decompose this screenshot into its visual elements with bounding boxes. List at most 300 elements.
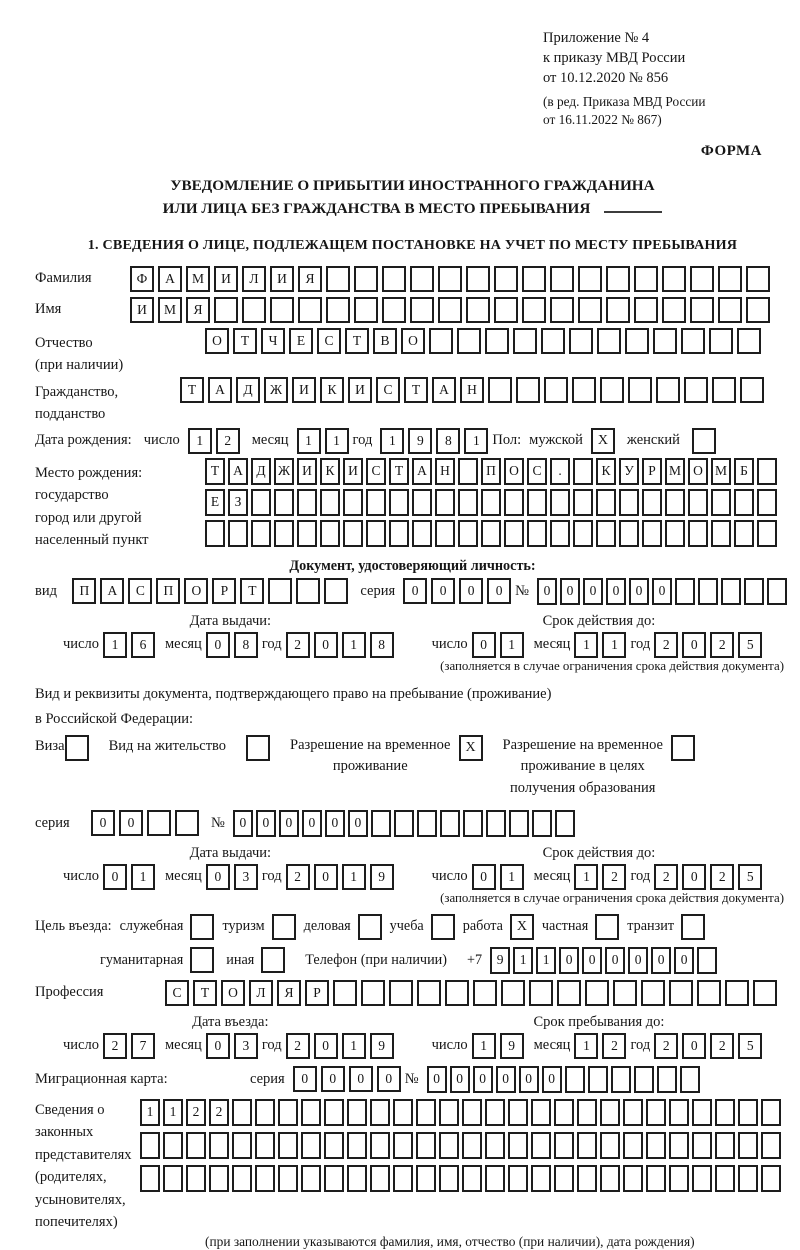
char-cell[interactable] [278,1099,298,1126]
char-cell[interactable] [715,1165,735,1192]
char-cell[interactable]: 0 [605,947,625,974]
char-cell[interactable]: 0 [652,578,672,605]
char-cell[interactable] [578,297,602,323]
char-cell[interactable] [550,520,570,547]
char-cell[interactable]: Л [249,980,273,1006]
char-cell[interactable]: О [401,328,425,354]
purpose-private-checkbox[interactable] [595,914,619,940]
char-cell[interactable]: О [184,578,208,604]
char-cell[interactable] [466,297,490,323]
char-cell[interactable]: 0 [314,632,338,658]
char-cell[interactable] [485,1165,505,1192]
char-cell[interactable] [389,980,413,1006]
edu-permit-checkbox[interactable] [671,735,695,761]
char-cell[interactable] [688,489,708,516]
char-cell[interactable] [504,520,524,547]
char-cell[interactable]: 1 [380,428,404,454]
char-cell[interactable]: 3 [234,864,258,890]
char-cell[interactable] [740,377,764,403]
char-cell[interactable] [440,810,460,837]
char-cell[interactable]: Ф [130,266,154,292]
char-cell[interactable] [412,520,432,547]
char-cell[interactable]: 0 [348,810,368,837]
char-cell[interactable]: 9 [370,864,394,890]
char-cell[interactable] [458,520,478,547]
char-cell[interactable] [738,1132,758,1159]
char-cell[interactable] [522,297,546,323]
char-cell[interactable] [613,980,637,1006]
char-cell[interactable]: И [343,458,363,485]
char-cell[interactable]: С [376,377,400,403]
char-cell[interactable]: 1 [131,864,155,890]
char-cell[interactable] [320,520,340,547]
char-cell[interactable]: Л [242,266,266,292]
char-cell[interactable]: И [270,266,294,292]
char-cell[interactable] [435,520,455,547]
char-cell[interactable]: И [348,377,372,403]
char-cell[interactable]: 0 [559,947,579,974]
char-cell[interactable]: 1 [536,947,556,974]
char-cell[interactable]: Р [305,980,329,1006]
char-cell[interactable]: 8 [436,428,460,454]
char-cell[interactable]: 2 [186,1099,206,1126]
sex-female-checkbox[interactable] [692,428,716,454]
char-cell[interactable] [255,1099,275,1126]
char-cell[interactable] [251,489,271,516]
char-cell[interactable] [757,458,777,485]
char-cell[interactable] [588,1066,608,1093]
char-cell[interactable] [761,1165,781,1192]
char-cell[interactable]: Т [345,328,369,354]
char-cell[interactable] [366,489,386,516]
char-cell[interactable]: 5 [738,864,762,890]
char-cell[interactable]: В [373,328,397,354]
char-cell[interactable] [462,1099,482,1126]
char-cell[interactable]: О [205,328,229,354]
char-cell[interactable] [721,578,741,605]
char-cell[interactable]: 0 [431,578,455,604]
char-cell[interactable] [757,489,777,516]
char-cell[interactable] [486,810,506,837]
char-cell[interactable]: 1 [602,632,626,658]
char-cell[interactable] [481,520,501,547]
char-cell[interactable] [737,328,761,354]
char-cell[interactable] [209,1132,229,1159]
char-cell[interactable]: И [292,377,316,403]
char-cell[interactable] [527,489,547,516]
char-cell[interactable]: Ч [261,328,285,354]
char-cell[interactable] [251,520,271,547]
char-cell[interactable] [569,328,593,354]
char-cell[interactable] [529,980,553,1006]
char-cell[interactable] [438,297,462,323]
char-cell[interactable]: Т [180,377,204,403]
char-cell[interactable]: К [320,458,340,485]
char-cell[interactable]: 1 [574,632,598,658]
char-cell[interactable]: 9 [500,1033,524,1059]
char-cell[interactable] [435,489,455,516]
char-cell[interactable] [657,1066,677,1093]
char-cell[interactable]: С [165,980,189,1006]
char-cell[interactable]: 1 [342,864,366,890]
char-cell[interactable]: И [297,458,317,485]
char-cell[interactable]: 0 [487,578,511,604]
char-cell[interactable]: Н [460,377,484,403]
char-cell[interactable] [669,1132,689,1159]
char-cell[interactable]: 0 [279,810,299,837]
char-cell[interactable] [393,1132,413,1159]
char-cell[interactable] [445,980,469,1006]
char-cell[interactable]: 5 [738,632,762,658]
char-cell[interactable] [242,297,266,323]
char-cell[interactable]: А [158,266,182,292]
char-cell[interactable] [416,1132,436,1159]
char-cell[interactable]: О [221,980,245,1006]
char-cell[interactable]: А [412,458,432,485]
char-cell[interactable]: 0 [606,578,626,605]
char-cell[interactable] [473,980,497,1006]
char-cell[interactable] [600,1132,620,1159]
char-cell[interactable] [370,1099,390,1126]
char-cell[interactable] [573,489,593,516]
char-cell[interactable] [412,489,432,516]
char-cell[interactable]: М [158,297,182,323]
char-cell[interactable] [746,266,770,292]
char-cell[interactable] [656,377,680,403]
char-cell[interactable]: 0 [206,864,230,890]
char-cell[interactable]: 1 [513,947,533,974]
char-cell[interactable]: 0 [314,864,338,890]
char-cell[interactable] [522,266,546,292]
char-cell[interactable] [711,520,731,547]
char-cell[interactable]: 0 [537,578,557,605]
char-cell[interactable] [509,810,529,837]
char-cell[interactable] [343,520,363,547]
char-cell[interactable]: 1 [464,428,488,454]
char-cell[interactable]: Д [236,377,260,403]
char-cell[interactable] [214,297,238,323]
char-cell[interactable]: 8 [234,632,258,658]
char-cell[interactable]: 1 [325,428,349,454]
char-cell[interactable] [228,520,248,547]
char-cell[interactable] [761,1099,781,1126]
char-cell[interactable]: Ж [274,458,294,485]
char-cell[interactable]: 2 [286,864,310,890]
char-cell[interactable]: 0 [472,632,496,658]
char-cell[interactable]: А [432,377,456,403]
char-cell[interactable] [600,1165,620,1192]
char-cell[interactable]: 1 [342,632,366,658]
char-cell[interactable] [688,520,708,547]
char-cell[interactable] [438,266,462,292]
char-cell[interactable] [746,297,770,323]
char-cell[interactable] [439,1132,459,1159]
char-cell[interactable] [297,489,317,516]
char-cell[interactable] [140,1132,160,1159]
char-cell[interactable] [466,266,490,292]
char-cell[interactable] [611,1066,631,1093]
char-cell[interactable] [232,1132,252,1159]
char-cell[interactable] [665,520,685,547]
char-cell[interactable] [572,377,596,403]
char-cell[interactable] [767,578,787,605]
char-cell[interactable] [417,810,437,837]
char-cell[interactable] [463,810,483,837]
char-cell[interactable]: П [72,578,96,604]
char-cell[interactable] [410,297,434,323]
char-cell[interactable]: 1 [500,864,524,890]
char-cell[interactable]: 0 [206,632,230,658]
char-cell[interactable]: 2 [654,864,678,890]
char-cell[interactable]: 0 [256,810,276,837]
sex-male-checkbox[interactable]: X [591,428,615,454]
char-cell[interactable] [753,980,777,1006]
char-cell[interactable] [628,377,652,403]
char-cell[interactable]: А [100,578,124,604]
char-cell[interactable]: Р [212,578,236,604]
char-cell[interactable]: М [711,458,731,485]
char-cell[interactable]: 2 [209,1099,229,1126]
char-cell[interactable]: 1 [574,864,598,890]
char-cell[interactable] [508,1165,528,1192]
char-cell[interactable]: 0 [314,1033,338,1059]
char-cell[interactable] [527,520,547,547]
char-cell[interactable] [343,489,363,516]
char-cell[interactable] [653,328,677,354]
char-cell[interactable] [642,489,662,516]
char-cell[interactable] [619,520,639,547]
char-cell[interactable]: 2 [286,1033,310,1059]
char-cell[interactable] [577,1132,597,1159]
char-cell[interactable] [324,1132,344,1159]
char-cell[interactable] [697,980,721,1006]
char-cell[interactable] [501,980,525,1006]
char-cell[interactable]: Т [404,377,428,403]
char-cell[interactable]: С [128,578,152,604]
char-cell[interactable] [665,489,685,516]
char-cell[interactable] [646,1165,666,1192]
char-cell[interactable] [494,266,518,292]
char-cell[interactable]: 0 [473,1066,493,1093]
char-cell[interactable] [416,1099,436,1126]
char-cell[interactable] [606,297,630,323]
char-cell[interactable] [255,1165,275,1192]
char-cell[interactable]: Т [233,328,257,354]
char-cell[interactable] [675,578,695,605]
char-cell[interactable] [623,1165,643,1192]
char-cell[interactable] [439,1165,459,1192]
char-cell[interactable] [577,1099,597,1126]
char-cell[interactable]: 0 [651,947,671,974]
char-cell[interactable] [680,1066,700,1093]
char-cell[interactable] [347,1099,367,1126]
char-cell[interactable] [417,980,441,1006]
char-cell[interactable] [734,489,754,516]
char-cell[interactable] [504,489,524,516]
char-cell[interactable]: 2 [216,428,240,454]
char-cell[interactable] [550,266,574,292]
char-cell[interactable] [532,810,552,837]
char-cell[interactable]: 0 [542,1066,562,1093]
char-cell[interactable] [485,328,509,354]
char-cell[interactable] [669,1099,689,1126]
char-cell[interactable] [619,489,639,516]
char-cell[interactable] [757,520,777,547]
char-cell[interactable]: С [527,458,547,485]
char-cell[interactable] [326,297,350,323]
char-cell[interactable] [301,1099,321,1126]
char-cell[interactable] [692,1132,712,1159]
char-cell[interactable] [623,1132,643,1159]
char-cell[interactable]: И [130,297,154,323]
char-cell[interactable] [347,1132,367,1159]
char-cell[interactable]: 0 [325,810,345,837]
char-cell[interactable] [296,578,320,604]
char-cell[interactable]: 1 [574,1033,598,1059]
char-cell[interactable]: 0 [233,810,253,837]
char-cell[interactable] [734,520,754,547]
char-cell[interactable] [324,578,348,604]
char-cell[interactable]: 0 [496,1066,516,1093]
char-cell[interactable]: 2 [286,632,310,658]
char-cell[interactable] [326,266,350,292]
char-cell[interactable] [531,1099,551,1126]
char-cell[interactable] [513,328,537,354]
char-cell[interactable] [268,578,292,604]
char-cell[interactable] [361,980,385,1006]
char-cell[interactable] [634,297,658,323]
char-cell[interactable] [577,1165,597,1192]
char-cell[interactable] [690,297,714,323]
char-cell[interactable] [175,810,199,836]
char-cell[interactable]: Е [205,489,225,516]
char-cell[interactable] [684,377,708,403]
char-cell[interactable] [429,328,453,354]
char-cell[interactable]: 1 [163,1099,183,1126]
char-cell[interactable]: 1 [500,632,524,658]
char-cell[interactable]: 2 [602,1033,626,1059]
char-cell[interactable]: Я [277,980,301,1006]
char-cell[interactable]: Т [193,980,217,1006]
char-cell[interactable] [370,1165,390,1192]
char-cell[interactable]: 0 [349,1066,373,1092]
char-cell[interactable] [634,266,658,292]
char-cell[interactable]: 9 [370,1033,394,1059]
char-cell[interactable]: 0 [674,947,694,974]
char-cell[interactable] [738,1165,758,1192]
char-cell[interactable]: 1 [472,1033,496,1059]
char-cell[interactable]: А [228,458,248,485]
char-cell[interactable]: 0 [427,1066,447,1093]
char-cell[interactable]: 0 [103,864,127,890]
char-cell[interactable] [711,489,731,516]
char-cell[interactable] [462,1132,482,1159]
char-cell[interactable]: 9 [408,428,432,454]
char-cell[interactable]: 0 [459,578,483,604]
char-cell[interactable]: 0 [302,810,322,837]
char-cell[interactable] [278,1132,298,1159]
char-cell[interactable] [600,377,624,403]
char-cell[interactable] [531,1132,551,1159]
char-cell[interactable] [646,1099,666,1126]
char-cell[interactable] [163,1132,183,1159]
char-cell[interactable] [697,947,717,974]
char-cell[interactable]: Я [186,297,210,323]
char-cell[interactable]: К [596,458,616,485]
char-cell[interactable] [646,1132,666,1159]
char-cell[interactable] [544,377,568,403]
char-cell[interactable] [205,520,225,547]
char-cell[interactable] [481,489,501,516]
char-cell[interactable] [494,297,518,323]
char-cell[interactable] [606,266,630,292]
char-cell[interactable]: 2 [602,864,626,890]
char-cell[interactable] [715,1099,735,1126]
char-cell[interactable] [573,520,593,547]
char-cell[interactable] [516,377,540,403]
char-cell[interactable] [488,377,512,403]
char-cell[interactable]: 0 [293,1066,317,1092]
char-cell[interactable] [669,1165,689,1192]
char-cell[interactable] [301,1165,321,1192]
char-cell[interactable] [333,980,357,1006]
char-cell[interactable]: О [504,458,524,485]
char-cell[interactable]: Д [251,458,271,485]
char-cell[interactable] [554,1099,574,1126]
char-cell[interactable] [232,1099,252,1126]
char-cell[interactable]: 2 [710,1033,734,1059]
char-cell[interactable]: 1 [342,1033,366,1059]
char-cell[interactable]: 0 [682,1033,706,1059]
char-cell[interactable] [641,980,665,1006]
char-cell[interactable] [625,328,649,354]
char-cell[interactable]: 1 [188,428,212,454]
char-cell[interactable] [209,1165,229,1192]
char-cell[interactable]: У [619,458,639,485]
char-cell[interactable]: С [317,328,341,354]
char-cell[interactable] [389,489,409,516]
char-cell[interactable]: 0 [450,1066,470,1093]
temp-permit-checkbox[interactable]: X [459,735,483,761]
purpose-work-checkbox[interactable]: X [510,914,534,940]
char-cell[interactable] [623,1099,643,1126]
char-cell[interactable] [596,489,616,516]
char-cell[interactable]: 0 [403,578,427,604]
char-cell[interactable]: 0 [583,578,603,605]
purpose-tourism-checkbox[interactable] [272,914,296,940]
char-cell[interactable]: 1 [297,428,321,454]
char-cell[interactable]: 0 [91,810,115,836]
char-cell[interactable] [718,297,742,323]
char-cell[interactable] [485,1099,505,1126]
char-cell[interactable] [347,1165,367,1192]
char-cell[interactable]: 0 [321,1066,345,1092]
char-cell[interactable] [692,1099,712,1126]
char-cell[interactable] [550,297,574,323]
char-cell[interactable] [715,1132,735,1159]
char-cell[interactable]: 0 [628,947,648,974]
char-cell[interactable] [508,1132,528,1159]
char-cell[interactable] [662,297,686,323]
char-cell[interactable] [600,1099,620,1126]
char-cell[interactable]: 8 [370,632,394,658]
char-cell[interactable] [255,1132,275,1159]
char-cell[interactable]: И [214,266,238,292]
char-cell[interactable] [669,980,693,1006]
char-cell[interactable] [596,520,616,547]
char-cell[interactable] [690,266,714,292]
char-cell[interactable] [738,1099,758,1126]
